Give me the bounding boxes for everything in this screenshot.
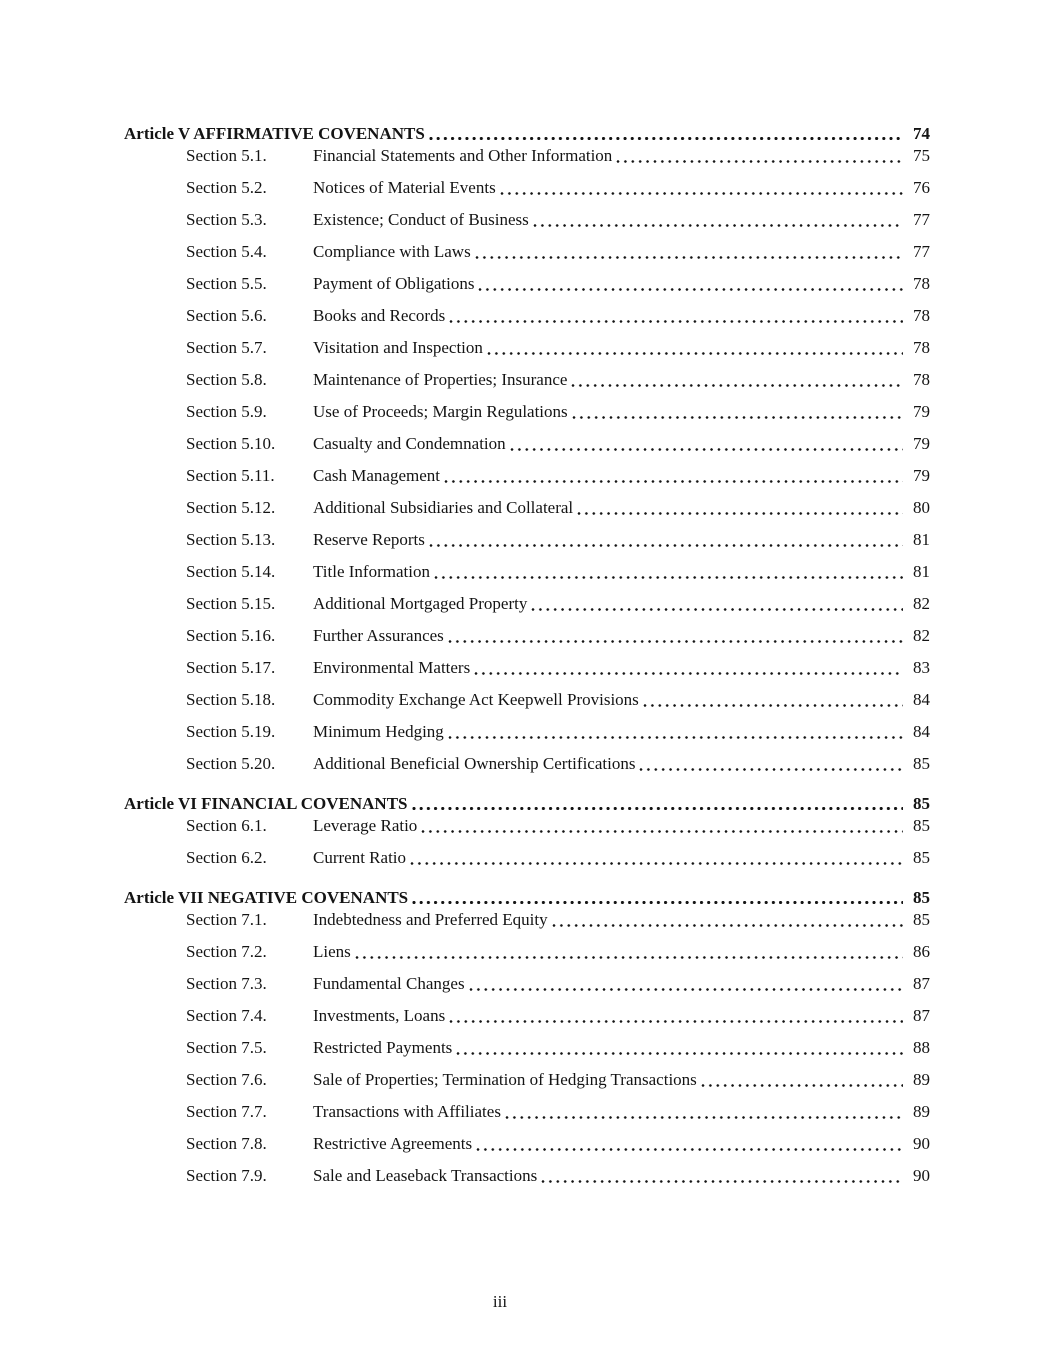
- section-number: Section 6.2.: [186, 848, 267, 867]
- page-number: 77: [913, 242, 930, 261]
- section-number: Section 7.4.: [186, 1006, 267, 1025]
- section-title: Reserve Reports: [313, 530, 425, 549]
- dot-leader: [701, 1083, 903, 1088]
- dot-leader: [410, 861, 903, 866]
- section-title: Restrictive Agreements: [313, 1134, 473, 1153]
- dot-leader: [355, 955, 903, 960]
- page-number: 87: [913, 1006, 930, 1025]
- dot-leader: [476, 1147, 903, 1152]
- toc-article-row: [124, 888, 930, 908]
- section-title: Maintenance of Properties; Insurance: [313, 370, 568, 389]
- toc-section-row: [124, 1102, 930, 1122]
- section-title: Environmental Matters: [313, 658, 471, 677]
- section-title: Use of Proceeds; Margin Regulations: [313, 402, 568, 421]
- section-title: Leverage Ratio: [313, 816, 418, 835]
- page-number: 87: [913, 974, 930, 993]
- section-number: Section 5.14.: [186, 562, 276, 581]
- page-number: 80: [913, 498, 930, 517]
- section-title: Current Ratio: [313, 848, 407, 867]
- toc-section-row: [124, 562, 930, 582]
- dot-leader: [421, 829, 903, 834]
- section-title: Sale and Leaseback Transactions: [313, 1166, 538, 1185]
- article-title: Article V AFFIRMATIVE COVENANTS: [124, 124, 425, 143]
- page-number: 79: [913, 434, 930, 453]
- table-of-contents: [124, 124, 930, 1198]
- dot-leader: [643, 703, 903, 708]
- dot-leader: [444, 479, 903, 484]
- toc-section-row: [124, 690, 930, 710]
- dot-leader: [552, 923, 903, 928]
- section-title: Indebtedness and Preferred Equity: [313, 910, 548, 929]
- page-number: 82: [913, 594, 930, 613]
- section-title: Title Information: [313, 562, 430, 581]
- section-number: Section 5.15.: [186, 594, 276, 613]
- toc-section-row: [124, 1006, 930, 1026]
- section-number: Section 7.5.: [186, 1038, 267, 1057]
- section-number: Section 5.19.: [186, 722, 276, 741]
- page-number: 89: [913, 1102, 930, 1121]
- section-title: Sale of Properties; Termination of Hedging Transactions: [313, 1070, 697, 1089]
- section-number: Section 5.8.: [186, 370, 267, 389]
- page-number: 85: [913, 794, 930, 813]
- dot-leader: [500, 191, 903, 196]
- page-number: 79: [913, 466, 930, 485]
- dot-leader: [412, 806, 904, 811]
- dot-leader: [448, 639, 903, 644]
- page-number: 75: [913, 146, 930, 165]
- page-number: 84: [913, 722, 930, 741]
- page-number: 77: [913, 210, 930, 229]
- dot-leader: [505, 1115, 903, 1120]
- section-number: Section 7.6.: [186, 1070, 267, 1089]
- section-title: Investments, Loans: [313, 1006, 446, 1025]
- toc-section-row: [124, 658, 930, 678]
- section-title: Additional Mortgaged Property: [313, 594, 528, 613]
- section-number: Section 5.9.: [186, 402, 267, 421]
- toc-section-row: [124, 498, 930, 518]
- section-number: Section 5.6.: [186, 306, 267, 325]
- page-number: 78: [913, 306, 930, 325]
- section-title: Payment of Obligations: [313, 274, 475, 293]
- toc-section-row: [124, 338, 930, 358]
- section-title: Visitation and Inspection: [313, 338, 483, 357]
- section-number: Section 5.10.: [186, 434, 276, 453]
- section-number: Section 5.13.: [186, 530, 276, 549]
- section-number: Section 6.1.: [186, 816, 267, 835]
- article-title: Article VII NEGATIVE COVENANTS: [124, 888, 409, 907]
- toc-article-row: [124, 124, 930, 144]
- toc-section-row: [124, 402, 930, 422]
- section-title: Liens: [313, 942, 351, 961]
- toc-section-row: [124, 242, 930, 262]
- toc-section-row: [124, 1166, 930, 1186]
- article-title: Article VI FINANCIAL COVENANTS: [124, 794, 408, 813]
- toc-section-row: [124, 146, 930, 166]
- section-title: Notices of Material Events: [313, 178, 496, 197]
- toc-section-row: [124, 722, 930, 742]
- dot-leader: [577, 511, 903, 516]
- toc-section-row: [124, 942, 930, 962]
- toc-section-row: [124, 754, 930, 774]
- dot-leader: [531, 607, 903, 612]
- dot-leader: [456, 1051, 903, 1056]
- toc-section-row: [124, 1070, 930, 1090]
- toc-section-row: [124, 1134, 930, 1154]
- page-number: 81: [913, 530, 930, 549]
- page-number: 90: [913, 1166, 930, 1185]
- section-number: Section 5.2.: [186, 178, 267, 197]
- toc-section-row: [124, 974, 930, 994]
- dot-leader: [616, 159, 903, 164]
- section-number: Section 7.3.: [186, 974, 267, 993]
- page-number: 78: [913, 274, 930, 293]
- page-number: 85: [913, 754, 930, 773]
- dot-leader: [487, 351, 903, 356]
- dot-leader: [478, 287, 903, 292]
- page-number: 85: [913, 816, 930, 835]
- toc-section-row: [124, 530, 930, 550]
- toc-section-row: [124, 466, 930, 486]
- section-title: Casualty and Condemnation: [313, 434, 506, 453]
- page-number: 76: [913, 178, 930, 197]
- section-number: Section 5.4.: [186, 242, 267, 261]
- dot-leader: [412, 900, 903, 905]
- section-title: Restricted Payments: [313, 1038, 453, 1057]
- dot-leader: [541, 1179, 903, 1184]
- page-number: 85: [913, 910, 930, 929]
- toc-section-row: [124, 178, 930, 198]
- section-number: Section 7.1.: [186, 910, 267, 929]
- section-number: Section 5.12.: [186, 498, 276, 517]
- toc-section-row: [124, 594, 930, 614]
- page-number: 84: [913, 690, 930, 709]
- toc-section-row: [124, 210, 930, 230]
- page-number: 86: [913, 942, 930, 961]
- page-number: 85: [913, 888, 930, 907]
- page-number: 88: [913, 1038, 930, 1057]
- toc-section-row: [124, 848, 930, 868]
- section-number: Section 5.5.: [186, 274, 267, 293]
- section-number: Section 5.11.: [186, 466, 275, 485]
- page-number: 85: [913, 848, 930, 867]
- dot-leader: [475, 255, 903, 260]
- dot-leader: [639, 767, 903, 772]
- section-title: Further Assurances: [313, 626, 444, 645]
- section-number: Section 5.1.: [186, 146, 267, 165]
- dot-leader: [571, 383, 903, 388]
- dot-leader: [469, 987, 903, 992]
- page-number: 79: [913, 402, 930, 421]
- dot-leader: [449, 1019, 903, 1024]
- section-title: Books and Records: [313, 306, 446, 325]
- section-title: Transactions with Affiliates: [313, 1102, 501, 1121]
- dot-leader: [449, 319, 903, 324]
- toc-section-row: [124, 274, 930, 294]
- section-title: Compliance with Laws: [313, 242, 471, 261]
- dot-leader: [434, 575, 903, 580]
- section-title: Additional Beneficial Ownership Certifications: [313, 754, 636, 773]
- toc-section-row: [124, 306, 930, 326]
- page-number: 82: [913, 626, 930, 645]
- page-footer-number: iii: [492, 1292, 508, 1311]
- toc-section-row: [124, 626, 930, 646]
- toc-section-row: [124, 1038, 930, 1058]
- dot-leader: [448, 735, 903, 740]
- section-number: Section 5.3.: [186, 210, 267, 229]
- section-title: Minimum Hedging: [313, 722, 444, 741]
- toc-section-row: [124, 434, 930, 454]
- page-number: 81: [913, 562, 930, 581]
- section-title: Fundamental Changes: [313, 974, 465, 993]
- section-title: Existence; Conduct of Business: [313, 210, 529, 229]
- dot-leader: [572, 415, 903, 420]
- section-title: Additional Subsidiaries and Collateral: [313, 498, 574, 517]
- page-number: 78: [913, 370, 930, 389]
- section-number: Section 7.2.: [186, 942, 267, 961]
- page-number: 74: [913, 124, 930, 143]
- page-number: 89: [913, 1070, 930, 1089]
- page-number: 83: [913, 658, 930, 677]
- dot-leader: [533, 223, 903, 228]
- dot-leader: [474, 671, 903, 676]
- section-number: Section 5.7.: [186, 338, 267, 357]
- section-number: Section 5.17.: [186, 658, 276, 677]
- dot-leader: [510, 447, 903, 452]
- page-number: 78: [913, 338, 930, 357]
- section-number: Section 5.16.: [186, 626, 276, 645]
- section-number: Section 7.8.: [186, 1134, 267, 1153]
- section-number: Section 5.20.: [186, 754, 276, 773]
- toc-article-row: [124, 794, 930, 814]
- section-number: Section 7.9.: [186, 1166, 267, 1185]
- section-title: Financial Statements and Other Information: [313, 146, 613, 165]
- toc-section-row: [124, 370, 930, 390]
- toc-section-row: [124, 816, 930, 836]
- section-title: Commodity Exchange Act Keepwell Provisions: [313, 690, 639, 709]
- page-number: 90: [913, 1134, 930, 1153]
- section-title: Cash Management: [313, 466, 440, 485]
- dot-leader: [429, 543, 903, 548]
- section-number: Section 5.18.: [186, 690, 276, 709]
- section-number: Section 7.7.: [186, 1102, 267, 1121]
- toc-section-row: [124, 910, 930, 930]
- dot-leader: [429, 136, 903, 141]
